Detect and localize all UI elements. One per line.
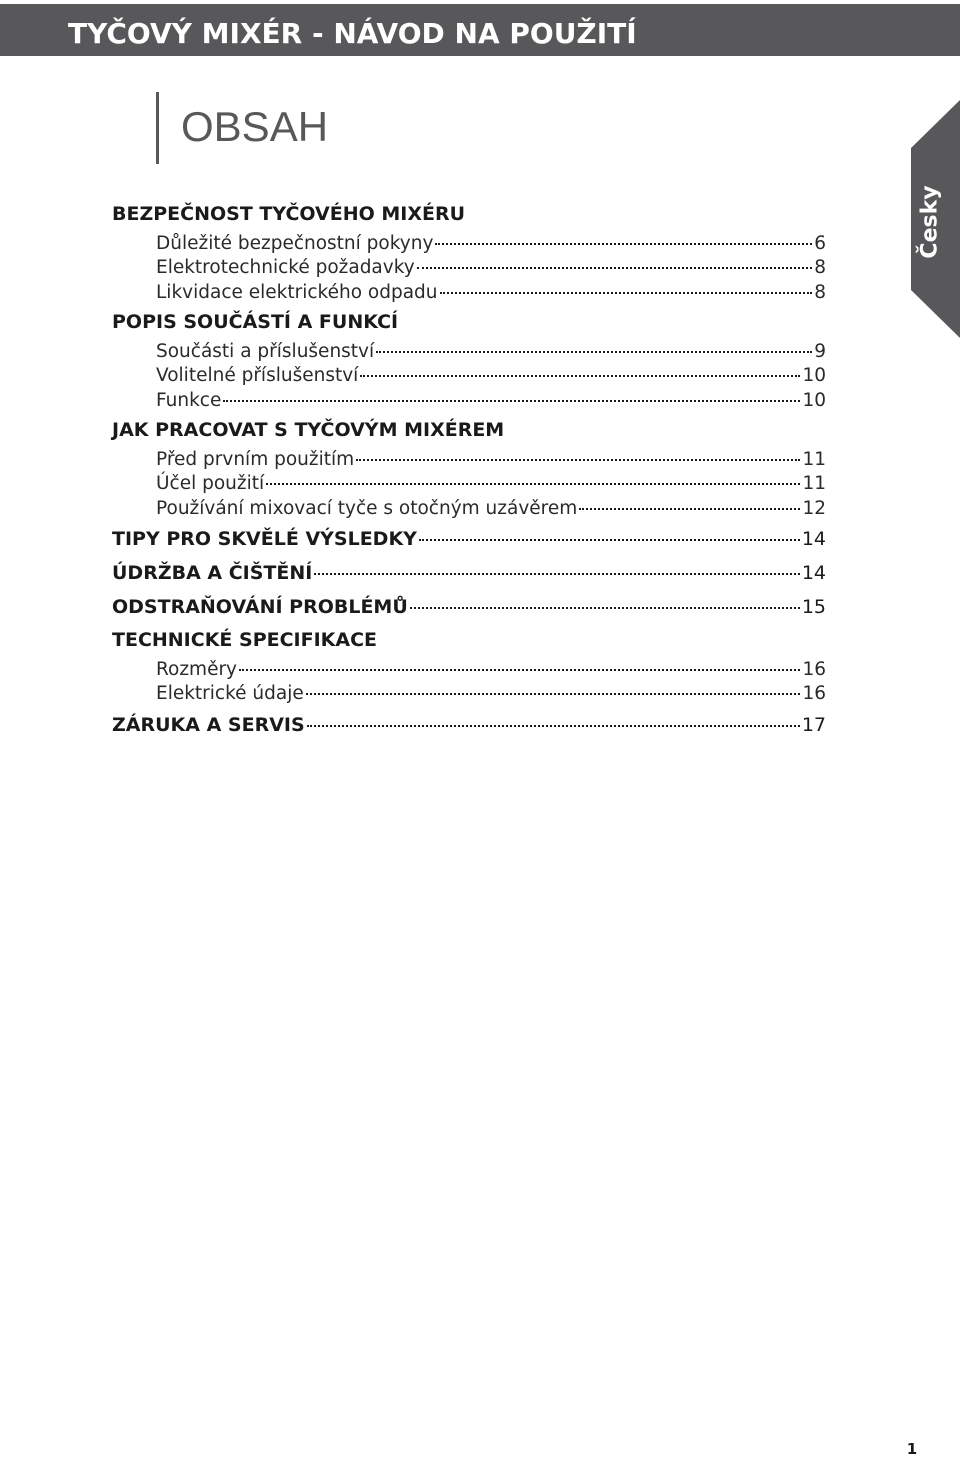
language-label: Česky bbox=[917, 185, 943, 259]
toc-section-page: 14 bbox=[801, 562, 826, 585]
dot-leader bbox=[376, 332, 812, 353]
toc-entry-page: 10 bbox=[802, 389, 826, 411]
toc-section-title: ÚDRŽBA A ČIŠTĚNÍ bbox=[112, 562, 313, 585]
document-title: TYČOVÝ MIXÉR - NÁVOD NA POUŽITÍ bbox=[68, 17, 637, 50]
toc-entry-page: 10 bbox=[802, 365, 826, 387]
toc-section-title: ZÁRUKA A SERVIS bbox=[112, 713, 305, 736]
toc-entry-label: Důležité bezpečnostní pokyny bbox=[156, 232, 434, 254]
toc-entry-page: 11 bbox=[802, 448, 826, 470]
toc-entry-label: Volitelné příslušenství bbox=[156, 365, 359, 387]
toc-heading-rule bbox=[156, 92, 329, 164]
toc-section[interactable] bbox=[112, 710, 826, 738]
toc-entry-label: Před prvním použitím bbox=[156, 448, 355, 470]
toc-entry-label: Používání mixovací tyče s otočným uzávěrem bbox=[156, 498, 578, 519]
toc-entry-page: 6 bbox=[814, 232, 826, 254]
toc-entry-label: Součásti a příslušenství bbox=[156, 340, 375, 362]
toc-section[interactable] bbox=[112, 592, 826, 620]
toc-entry-page: 9 bbox=[814, 340, 826, 362]
header-bar bbox=[0, 4, 960, 56]
dot-leader bbox=[306, 675, 801, 696]
toc-section[interactable] bbox=[112, 524, 826, 552]
toc-entry-page: 16 bbox=[802, 683, 826, 705]
dot-leader bbox=[307, 706, 800, 727]
toc-section-title: TIPY PRO SKVĚLÉ VÝSLEDKY bbox=[112, 528, 417, 551]
toc-entry-label: Likvidace elektrického odpadu bbox=[156, 281, 438, 303]
dot-leader bbox=[266, 465, 800, 486]
toc-section-page: 15 bbox=[801, 596, 826, 619]
toc-entry[interactable] bbox=[112, 385, 826, 410]
toc-entry-page: 12 bbox=[802, 498, 826, 519]
toc-heading: OBSAH bbox=[181, 103, 329, 150]
toc-entry-page: 8 bbox=[814, 281, 826, 303]
toc-entry-page: 8 bbox=[814, 257, 826, 279]
dot-leader bbox=[410, 588, 800, 609]
toc-entry[interactable] bbox=[112, 679, 826, 704]
toc-section-page: 14 bbox=[801, 528, 826, 551]
dot-leader bbox=[239, 650, 800, 671]
toc-entry-label: Elektrické údaje bbox=[156, 683, 304, 705]
page-number: 1 bbox=[906, 1440, 918, 1458]
dot-leader bbox=[356, 440, 800, 461]
dot-leader bbox=[435, 224, 812, 245]
toc-entry-page: 11 bbox=[802, 473, 826, 495]
dot-leader bbox=[223, 381, 800, 402]
dot-leader bbox=[579, 490, 800, 511]
toc-section[interactable] bbox=[112, 558, 826, 586]
table-of-contents bbox=[112, 200, 826, 738]
toc-entry-label: Rozměry bbox=[156, 658, 238, 680]
toc-section-title: JAK PRACOVAT S TYČOVÝM MIXÉREM bbox=[112, 419, 505, 442]
toc-entry[interactable] bbox=[112, 277, 826, 302]
toc-section-title: TECHNICKÉ SPECIFIKACE bbox=[112, 629, 378, 652]
toc-section-title: POPIS SOUČÁSTÍ A FUNKCÍ bbox=[112, 311, 399, 334]
toc-entry-label: Elektrotechnické požadavky bbox=[156, 257, 415, 279]
toc-section-title: ODSTRAŇOVÁNÍ PROBLÉMŮ bbox=[112, 596, 408, 619]
dot-leader bbox=[417, 249, 812, 270]
dot-leader bbox=[419, 520, 800, 541]
toc-entry-label: Funkce bbox=[156, 389, 222, 411]
toc-entry-page: 16 bbox=[802, 658, 826, 680]
dot-leader bbox=[360, 357, 800, 378]
toc-section-page: 17 bbox=[801, 713, 826, 736]
toc-section-title: BEZPEČNOST TYČOVÉHO MIXÉRU bbox=[112, 203, 466, 225]
toc-entry[interactable] bbox=[112, 494, 826, 519]
dot-leader bbox=[440, 273, 813, 294]
toc-entry-label: Účel použití bbox=[156, 473, 265, 495]
dot-leader bbox=[314, 554, 799, 575]
